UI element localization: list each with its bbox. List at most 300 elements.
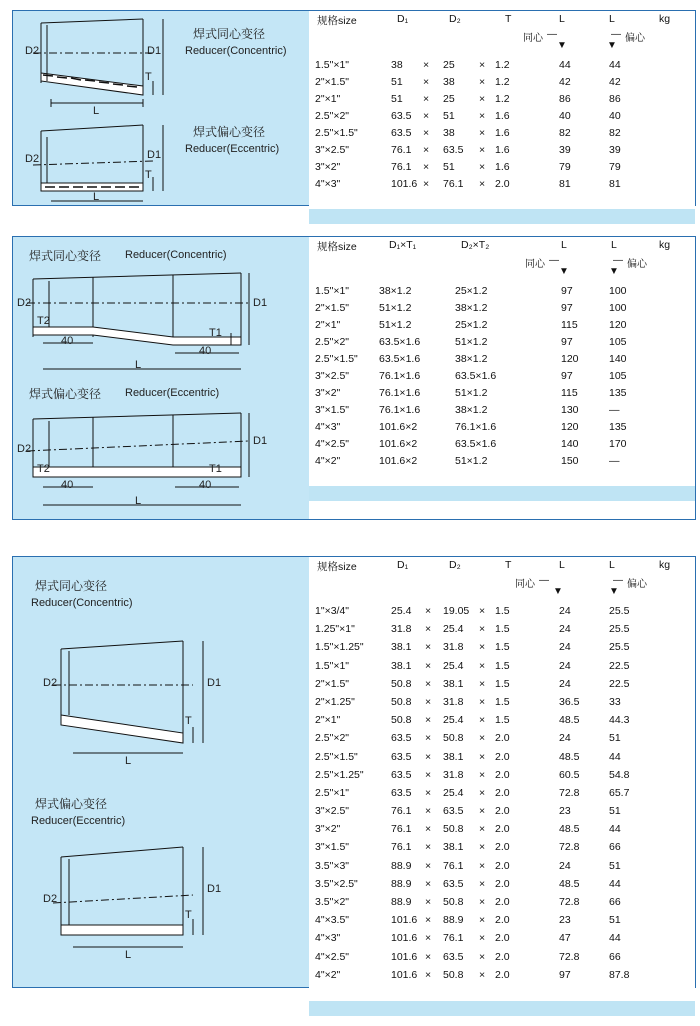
table-cell: 38×1.2 (379, 285, 412, 297)
eccentric-title-zh: 焊式偏心变径 (29, 387, 102, 401)
table-cell: × (425, 605, 432, 617)
col-size: 规格size (317, 241, 357, 253)
table-cell: × (479, 178, 486, 190)
table-cell: 31.8 (443, 768, 464, 781)
panel-3 (12, 556, 696, 988)
table-cell: 86 (609, 93, 621, 105)
table-cell: 24 (559, 659, 571, 672)
table-cell: 31.8 (443, 695, 464, 708)
table-cell: 38 (443, 76, 455, 88)
col-d1: D₁ (397, 559, 409, 571)
concentric-title-zh: 焊式同心变径 (193, 27, 266, 41)
table-cell: × (479, 950, 486, 963)
table-cell: 2.5"×2" (315, 110, 350, 122)
table-cell: 1.25"×1" (315, 623, 355, 636)
concentric-title-en: Reducer(Concentric) (31, 597, 133, 609)
table-cell: × (425, 677, 432, 690)
table-cell: 3"×2.5" (315, 370, 350, 382)
concentric-title-zh: 焊式同心变径 (29, 249, 102, 263)
table-cell: × (479, 59, 486, 71)
table-cell: 63.5×1.6 (455, 370, 497, 382)
table-cell: 3.5"×2" (315, 896, 350, 908)
eccentric-arrow-icon: — (611, 29, 621, 40)
table-cell: 22.5 (609, 677, 630, 690)
d1-label: D1 (253, 435, 268, 447)
table-cell: 1.5"×1" (315, 659, 350, 672)
table-cell: × (479, 659, 486, 672)
table-cell: 25.5 (609, 605, 630, 617)
table-cell: 39 (609, 144, 621, 156)
table-cell: 38.1 (391, 641, 412, 654)
table-header (309, 237, 695, 254)
table-cell: — (609, 455, 620, 467)
table-cell: 72.8 (559, 786, 580, 799)
table-cell: 101.6×2 (379, 438, 418, 450)
table-row (309, 768, 695, 786)
table-row (309, 335, 695, 352)
table-cell: × (425, 823, 432, 836)
table-cell: 51×1.2 (455, 387, 488, 399)
table-cell: 100 (609, 285, 627, 297)
table-cell: 38 (391, 59, 403, 71)
table-cell: 105 (609, 370, 627, 382)
panel-2 (12, 236, 696, 520)
table-cell: 1.6 (495, 161, 510, 173)
table-cell: 50.8 (391, 677, 412, 690)
table-cell: 38×1.2 (455, 353, 488, 365)
table-cell: 66 (609, 841, 621, 854)
table-cell: 51×1.2 (455, 455, 488, 467)
table-cell: 3"×2.5" (315, 144, 350, 156)
eccentric-title-zh: 焊式偏心变径 (193, 125, 266, 139)
table-cell: 60.5 (559, 768, 580, 781)
concentric-title-en: Reducer(Concentric) (185, 45, 287, 57)
table-cell: 88.9 (443, 914, 464, 927)
table-cell: 2.0 (495, 932, 510, 945)
table-cell: 47 (559, 932, 571, 945)
table-cell: 97 (559, 968, 571, 981)
col-t: T (505, 13, 512, 25)
table-cell: — (609, 404, 620, 416)
table-cell: 88.9 (391, 859, 412, 872)
eccentric-arrow-icon: — (613, 575, 623, 586)
table-cell: 2.0 (495, 750, 510, 763)
table-cell: 82 (609, 127, 621, 139)
table-row (309, 786, 695, 804)
table-cell: × (425, 896, 432, 908)
table-cell: × (479, 823, 486, 836)
table-cell: 2.0 (495, 950, 510, 963)
table-filler (309, 471, 695, 511)
col-l-concentric: L (559, 559, 565, 571)
table-cell: 42 (609, 76, 621, 88)
d2-label: D2 (43, 893, 58, 905)
table-row (309, 750, 695, 768)
concentric-note: 同心 (525, 259, 545, 270)
table-cell: 101.6 (391, 932, 418, 945)
table-cell: 63.5 (443, 950, 464, 963)
table-cell: 2"×1.5" (315, 677, 350, 690)
table-row (309, 840, 695, 858)
table-cell: × (425, 732, 432, 745)
table-cell: × (423, 178, 430, 190)
table-cell: × (479, 93, 486, 105)
table-cell: 1.6 (495, 127, 510, 139)
table-cell: 76.1 (443, 932, 464, 945)
table-cell: 2.5"×1.5" (315, 127, 358, 139)
l-label: L (135, 359, 142, 371)
table-cell: 4"×3" (315, 178, 341, 190)
table-cell: 97 (561, 370, 573, 382)
table-row (309, 160, 695, 177)
table-cell: 25×1.2 (455, 319, 488, 331)
d2-label: D2 (43, 677, 58, 689)
table-cell: 63.5×1.6 (379, 353, 421, 365)
table-cell: 51 (609, 732, 621, 745)
table-cell: 4"×2.5" (315, 950, 350, 963)
table-row (309, 622, 695, 640)
table-row (309, 437, 695, 454)
table-cell: 63.5 (391, 127, 412, 139)
table-row (309, 877, 695, 895)
table-cell: 63.5 (443, 877, 464, 890)
table-cell: 51 (609, 914, 621, 927)
table-cell: 86 (559, 93, 571, 105)
table-cell: × (479, 110, 486, 122)
table-cell: 76.1 (391, 161, 412, 173)
table-cell: 63.5 (391, 768, 412, 781)
table-cell: 2"×1.5" (315, 302, 350, 314)
col-l-concentric: L (559, 13, 565, 25)
table-cell: 38.1 (443, 677, 464, 690)
col-d1t1: D₁×T₁ (389, 239, 417, 251)
table-cell: × (425, 968, 432, 981)
table-cell: × (425, 768, 432, 781)
panel-1 (12, 10, 696, 206)
table-cell: × (479, 750, 486, 763)
table-cell: 25.4 (443, 659, 464, 672)
table-cell: 2.0 (495, 732, 510, 745)
t1-label: T1 (209, 463, 222, 475)
concentric-title-en: Reducer(Concentric) (125, 249, 227, 261)
table-cell: × (425, 659, 432, 672)
table-cell: × (425, 950, 432, 963)
table-cell: 25.4 (443, 714, 464, 727)
table-cell: 4"×3.5" (315, 914, 350, 927)
table-cell: 76.1 (443, 859, 464, 872)
table-cell: 2.0 (495, 823, 510, 836)
panel-3-table (309, 557, 695, 987)
table-cell: 2"×1" (315, 93, 341, 105)
table-cell: 3"×2.5" (315, 805, 350, 818)
table-cell: 140 (609, 353, 627, 365)
table-cell: 48.5 (559, 750, 580, 763)
table-cell: 140 (561, 438, 579, 450)
table-cell: 1.5 (495, 695, 510, 708)
table-row (309, 950, 695, 968)
table-cell: 51×1.2 (379, 319, 412, 331)
table-cell: 51 (609, 859, 621, 872)
table-cell: 1.5 (495, 714, 510, 727)
d1-label: D1 (147, 45, 162, 57)
table-cell: 120 (609, 319, 627, 331)
table-cell: 76.1×1.6 (379, 404, 421, 416)
panel-1-table (309, 11, 695, 205)
l-label: L (93, 105, 100, 117)
table-cell: 24 (559, 859, 571, 872)
table-cell: 50.8 (443, 823, 464, 836)
table-cell: × (479, 914, 486, 927)
table-cell: 44 (559, 59, 571, 71)
table-cell: 2.5"×1.25" (315, 768, 364, 781)
table-row (309, 420, 695, 437)
table-cell: 63.5 (443, 805, 464, 818)
panel-2-table (309, 237, 695, 519)
table-cell: 3.5"×3" (315, 859, 350, 872)
l-label: L (135, 495, 142, 507)
table-cell: 44 (609, 750, 621, 763)
table-cell: 24 (559, 677, 571, 690)
table-cell: 40 (609, 110, 621, 122)
note-row (309, 254, 695, 284)
table-row (309, 659, 695, 677)
table-cell: × (479, 859, 486, 872)
table-row (309, 143, 695, 160)
end-length-label: 40 (199, 479, 212, 491)
table-cell: 63.5 (391, 732, 412, 745)
table-cell: 101.6 (391, 914, 418, 927)
table-cell: 25×1.2 (455, 285, 488, 297)
table-cell: 25 (443, 59, 455, 71)
table-cell: 2.0 (495, 968, 510, 981)
table-cell: 76.1 (391, 805, 412, 818)
concentric-arrow-icon: ▼ (557, 40, 567, 51)
table-cell: 38 (443, 127, 455, 139)
t2-label: T2 (37, 315, 50, 327)
table-cell: × (479, 968, 486, 981)
table-cell: 2.5"×1.5" (315, 353, 358, 365)
table-row (309, 859, 695, 877)
table-cell: 63.5×1.6 (379, 336, 421, 348)
table-cell: 66 (609, 896, 621, 908)
table-cell: × (479, 932, 486, 945)
table-cell: 1.2 (495, 59, 510, 71)
table-cell: 2.0 (495, 805, 510, 818)
table-cell: × (425, 714, 432, 727)
table-cell: 50.8 (443, 968, 464, 981)
d2-label: D2 (17, 443, 32, 455)
concentric-arrow-icon: — (549, 255, 559, 266)
table-cell: 76.1×1.6 (379, 387, 421, 399)
table-cell: 25.4 (391, 605, 412, 617)
table-cell: 24 (559, 732, 571, 745)
table-cell: 48.5 (559, 714, 580, 727)
table-cell: × (423, 76, 430, 88)
eccentric-arrow-icon: ▼ (609, 586, 619, 597)
table-cell: × (423, 127, 430, 139)
table-cell: 3"×2" (315, 387, 341, 399)
table-cell: 25 (443, 93, 455, 105)
table-cell: × (423, 161, 430, 173)
d1-label: D1 (253, 297, 268, 309)
table-cell: 63.5 (391, 750, 412, 763)
table-row (309, 822, 695, 840)
t-label: T (145, 169, 152, 181)
table-cell: 65.7 (609, 786, 630, 799)
concentric-arrow-icon: — (547, 29, 557, 40)
concentric-title-zh: 焊式同心变径 (35, 579, 108, 593)
table-row (309, 284, 695, 301)
panel-3-drawings (13, 557, 309, 987)
table-row (309, 109, 695, 126)
table-cell: × (425, 786, 432, 799)
table-cell: 50.8 (443, 732, 464, 745)
table-cell: 33 (609, 695, 621, 708)
table-cell: 50.8 (443, 896, 464, 908)
table-cell: 19.05 (443, 605, 470, 617)
eccentric-title-zh: 焊式偏心变径 (35, 797, 108, 811)
concentric-arrow-icon: ▼ (559, 266, 569, 277)
table-cell: × (425, 932, 432, 945)
table-filler (309, 986, 695, 1026)
panel-1-drawings (13, 11, 309, 205)
table-row (309, 177, 695, 194)
col-kg: kg (659, 13, 671, 25)
table-cell: 50.8 (391, 714, 412, 727)
table-row (309, 318, 695, 335)
d1-label: D1 (207, 677, 222, 689)
table-cell: × (479, 677, 486, 690)
table-cell: 76.1×1.6 (379, 370, 421, 382)
table-row (309, 454, 695, 471)
table-cell: × (479, 786, 486, 799)
d2-label: D2 (25, 153, 40, 165)
table-row (309, 301, 695, 318)
table-row (309, 604, 695, 622)
eccentric-arrow-icon: ▼ (607, 40, 617, 51)
table-row (309, 968, 695, 986)
table-cell: 44 (609, 59, 621, 71)
table-cell: 66 (609, 950, 621, 963)
table-cell: × (479, 805, 486, 818)
table-cell: 1.5"×1" (315, 59, 350, 71)
table-cell: 2.5"×1" (315, 786, 350, 799)
table-cell: 81 (609, 178, 621, 190)
table-cell: × (479, 127, 486, 139)
table-cell: 76.1 (391, 144, 412, 156)
table-cell: 51 (443, 161, 455, 173)
table-cell: 63.5 (443, 144, 464, 156)
table-cell: 120 (561, 421, 579, 433)
concentric-note: 同心 (515, 579, 535, 590)
table-cell: 38.1 (443, 841, 464, 854)
table-cell: 81 (559, 178, 571, 190)
l-label: L (125, 755, 132, 767)
col-t: T (505, 559, 512, 571)
table-cell: 48.5 (559, 877, 580, 890)
table-cell: × (425, 841, 432, 854)
table-cell: 1.5 (495, 605, 510, 617)
table-row (309, 677, 695, 695)
table-row (309, 731, 695, 749)
table-cell: 1.5 (495, 641, 510, 654)
concentric-arrow-icon: — (539, 575, 549, 586)
concentric-reducer-diagram (13, 557, 309, 987)
table-cell: 2.0 (495, 178, 510, 190)
table-cell: × (425, 914, 432, 927)
table-cell: 72.8 (559, 896, 580, 908)
d1-label: D1 (207, 883, 222, 895)
table-cell: 24 (559, 623, 571, 636)
table-cell: × (479, 76, 486, 88)
table-cell: 54.8 (609, 768, 630, 781)
table-cell: 2.0 (495, 786, 510, 799)
table-cell: 44.3 (609, 714, 630, 727)
table-cell: 40 (559, 110, 571, 122)
table-cell: 130 (561, 404, 579, 416)
table-cell: 135 (609, 421, 627, 433)
table-filler (309, 194, 695, 234)
table-cell: 38×1.2 (455, 302, 488, 314)
table-cell: 63.5 (391, 110, 412, 122)
table-cell: 72.8 (559, 950, 580, 963)
t-label: T (185, 715, 192, 727)
table-cell: × (479, 877, 486, 890)
table-cell: 51×1.2 (455, 336, 488, 348)
table-cell: 25.5 (609, 641, 630, 654)
eccentric-note: 偏心 (625, 33, 645, 44)
table-cell: × (423, 144, 430, 156)
table-cell: 3"×1.5" (315, 404, 350, 416)
table-cell: 1.5"×1.25" (315, 641, 364, 654)
table-row (309, 895, 695, 913)
eccentric-title-en: Reducer(Eccentric) (185, 143, 280, 155)
concentric-reducer-diagram (13, 237, 309, 519)
table-cell: 31.8 (443, 641, 464, 654)
table-cell: × (423, 93, 430, 105)
table-cell: 87.8 (609, 968, 630, 981)
table-cell: 76.1 (391, 823, 412, 836)
table-cell: 31.8 (391, 623, 412, 636)
note-row (309, 574, 695, 604)
table-cell: 1.6 (495, 144, 510, 156)
table-cell: 25.4 (443, 786, 464, 799)
table-cell: 120 (561, 353, 579, 365)
col-d2: D₂ (449, 13, 461, 25)
table-cell: × (425, 623, 432, 636)
table-cell: 97 (561, 336, 573, 348)
table-cell: 1.5 (495, 677, 510, 690)
table-cell: 39 (559, 144, 571, 156)
eccentric-title-en: Reducer(Eccentric) (125, 387, 220, 399)
table-cell: × (479, 695, 486, 708)
col-d2: D₂ (449, 559, 461, 571)
table-cell: 23 (559, 914, 571, 927)
table-cell: 38×1.2 (455, 404, 488, 416)
table-cell: 36.5 (559, 695, 580, 708)
table-cell: × (479, 161, 486, 173)
table-cell: 101.6 (391, 968, 418, 981)
table-cell: 2.0 (495, 877, 510, 890)
table-cell: 51 (391, 76, 403, 88)
table-cell: 2"×1" (315, 714, 341, 727)
table-cell: 97 (561, 302, 573, 314)
table-cell: 135 (609, 387, 627, 399)
table-cell: 24 (559, 605, 571, 617)
col-size: 规格size (317, 561, 357, 573)
col-kg: kg (659, 559, 671, 571)
table-cell: 4"×3" (315, 421, 341, 433)
